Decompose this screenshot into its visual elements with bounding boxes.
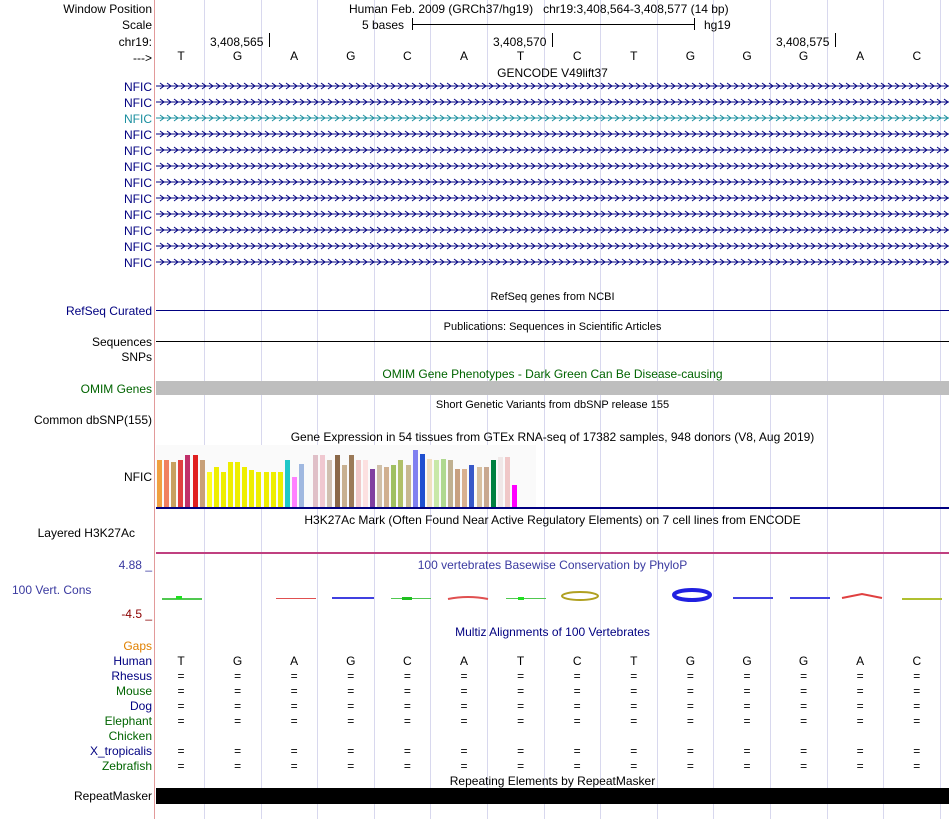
alignment-match: = [686,744,694,758]
omim-title: OMIM Gene Phenotypes - Dark Green Can Be Disease-causing [382,367,723,381]
gencode-gene-label[interactable]: NFIC [124,256,152,270]
phylop-mark [674,590,710,600]
base-letter: C [572,49,582,63]
phylop-mark [402,597,412,600]
gencode-gene-label[interactable]: NFIC [124,240,152,254]
gtex-tissue-bar[interactable] [299,464,304,507]
chr-label: chr19: [118,35,152,49]
alignment-match: = [460,744,468,758]
alignment-match: = [630,669,638,683]
phylop-mark [518,597,524,600]
repeatmasker-label[interactable]: RepeatMasker [73,789,152,803]
alignment-match: = [460,669,468,683]
alignment-match: = [913,684,921,698]
alignment-match: = [403,714,411,728]
alignment-match: = [290,684,298,698]
alignment-match: = [177,714,185,728]
position-range: chr19:3,408,564-3,408,577 (14 bp) [543,2,729,16]
repeatmasker-title: Repeating Elements by RepeatMasker [449,774,656,788]
human-base-letter: G [742,654,752,668]
gtex-tissue-bar[interactable] [327,460,332,507]
alignment-match: = [573,714,581,728]
gtex-tissue-bar[interactable] [221,472,226,507]
gtex-gene-label[interactable]: NFIC [124,470,152,484]
alignment-match: = [290,669,298,683]
gencode-title: GENCODE V49lift37 [497,66,608,80]
alignment-match: = [743,684,751,698]
gtex-tissue-bar[interactable] [157,460,162,507]
gtex-tissue-bar[interactable] [420,454,425,507]
gtex-tissue-bar[interactable] [349,455,354,507]
alignment-match: = [177,699,185,713]
gtex-tissue-bar[interactable] [491,460,496,507]
h3k27ac-title: H3K27Ac Mark (Often Found Near Active Regulatory Elements) on 7 cell lines from ENCODE [304,513,801,527]
base-letter: G [798,49,809,63]
refseq-line[interactable] [156,310,949,311]
human-base-letter: T [516,654,525,668]
alignment-match: = [290,759,298,773]
base-letter: G [685,49,696,63]
alignment-match: = [234,744,242,758]
alignment-match: = [347,684,355,698]
alignment-match: = [517,744,525,758]
species-label[interactable]: Mouse [115,684,152,698]
alignment-match: = [800,714,808,728]
gtex-tissue-bar[interactable] [313,455,318,507]
strand-arrow-label: ---> [133,51,152,65]
publications-line[interactable] [156,341,949,342]
gencode-gene-label[interactable]: NFIC [124,224,152,238]
refseq-label[interactable]: RefSeq Curated [65,304,152,318]
assembly-title [349,2,729,16]
gtex-tissue-bar[interactable] [200,460,205,507]
snps-label[interactable]: SNPs [121,350,152,364]
omim-label[interactable]: OMIM Genes [80,382,152,396]
base-letter: C [912,49,922,63]
human-base-letter: G [685,654,696,668]
human-base-letter: C [912,654,922,668]
phylop-mark [842,594,882,598]
gtex-tissue-bar[interactable] [505,457,510,507]
gencode-transcript[interactable] [156,258,949,268]
gencode-transcript[interactable] [156,178,949,188]
alignment-match: = [573,699,581,713]
gencode-transcript[interactable] [156,194,949,204]
gtex-tissue-bar[interactable] [235,462,240,507]
gtex-tissue-bar[interactable] [498,457,503,507]
phylop-ymin: -4.5 _ [121,607,152,621]
alignment-match: = [800,684,808,698]
alignment-match: = [800,699,808,713]
alignment-match: = [234,714,242,728]
species-label[interactable]: Zebrafish [101,759,152,773]
alignment-match: = [347,669,355,683]
gtex-tissue-bar[interactable] [462,469,467,507]
human-base-letter: A [459,654,468,668]
alignment-match: = [347,744,355,758]
alignment-match: = [630,699,638,713]
alignment-match: = [347,759,355,773]
alignment-match: = [234,684,242,698]
phylop-mark [276,598,316,599]
gtex-tissue-bar[interactable] [377,465,382,507]
alignment-match: = [573,744,581,758]
alignment-match: = [177,669,185,683]
alignment-match: = [234,699,242,713]
alignment-match: = [517,684,525,698]
base-letter: T [177,49,185,63]
base-letter: C [403,49,412,63]
alignment-match: = [290,744,298,758]
tick-mark [269,33,270,47]
alignment-match: = [347,699,355,713]
alignment-match: = [403,684,411,698]
alignment-match: = [403,699,411,713]
base-letter: A [856,49,865,63]
tick-label: 3,408,570 [493,35,547,49]
human-base-letter: A [290,654,299,668]
gtex-tissue-bar[interactable] [398,460,403,507]
human-base-letter: C [572,654,582,668]
alignment-match: = [856,744,864,758]
alignment-match: = [743,699,751,713]
gtex-tissue-bar[interactable] [214,467,219,507]
multiz-title: Multiz Alignments of 100 Vertebrates [455,625,650,639]
gtex-bar-chart[interactable] [156,445,536,507]
alignment-match: = [800,759,808,773]
alignment-match: = [573,759,581,773]
phylop-mark [902,598,942,600]
dbsnp-label[interactable]: Common dbSNP(155) [33,413,152,427]
gtex-tissue-bar[interactable] [406,465,411,507]
gtex-tissue-bar[interactable] [370,469,375,507]
alignment-match: = [856,759,864,773]
base-letter: A [459,49,468,63]
gtex-tissue-bar[interactable] [356,460,361,507]
alignment-match: = [403,744,411,758]
scale-text: 5 bases [362,18,405,32]
gtex-tissue-bar[interactable] [413,450,418,507]
alignment-match: = [347,714,355,728]
alignment-match: = [517,669,525,683]
gtex-tissue-bar[interactable] [171,462,176,507]
alignment-match: = [234,669,242,683]
alignment-match: = [630,759,638,773]
alignment-match: = [800,669,808,683]
gtex-tissue-bar[interactable] [228,462,233,507]
gtex-tissue-bar[interactable] [271,472,276,507]
gtex-tissue-bar[interactable] [448,460,453,507]
phylop-ymax: 4.88 _ [118,558,152,572]
alignment-match: = [686,699,694,713]
human-base-letter: C [403,654,412,668]
gencode-transcript[interactable] [156,242,949,252]
tick-label: 3,408,575 [776,35,830,49]
alignment-match: = [856,669,864,683]
human-base-letter: G [346,654,356,668]
gtex-tissue-bar[interactable] [285,460,290,507]
phylop-mark [790,597,830,599]
alignment-match: = [177,684,185,698]
species-label[interactable]: Human [113,654,152,668]
alignment-match: = [856,684,864,698]
base-letter: G [346,49,356,63]
gtex-tissue-bar[interactable] [178,460,183,507]
alignment-match: = [913,714,921,728]
gtex-tissue-bar[interactable] [256,472,261,507]
alignment-match: = [234,759,242,773]
alignment-match: = [460,759,468,773]
gtex-tissue-bar[interactable] [292,477,297,507]
base-letter: G [742,49,752,63]
alignment-match: = [573,669,581,683]
alignment-match: = [177,744,185,758]
gencode-transcript[interactable] [156,82,949,92]
gtex-baseline [156,507,949,509]
alignment-match: = [686,684,694,698]
gtex-title: Gene Expression in 54 tissues from GTEx RNA-seq of 17382 samples, 948 donors (V8, Aug 2019) [290,430,815,444]
alignment-match: = [800,744,808,758]
gencode-transcript[interactable] [156,98,949,108]
gencode-gene-label[interactable]: NFIC [124,192,152,206]
alignment-match: = [913,699,921,713]
phylop-mark [448,597,488,599]
window-position-label: Window Position [63,2,152,16]
label-divider [154,0,155,819]
gtex-tissue-bar[interactable] [441,459,446,507]
alignment-match: = [743,744,751,758]
base-letter: T [516,49,525,63]
gtex-tissue-bar[interactable] [455,469,460,507]
gtex-tissue-bar[interactable] [391,465,396,507]
publications-title: Publications: Sequences in Scientific Articles [443,321,662,333]
scale-label: Scale [121,18,152,32]
base-letter: G [232,49,243,63]
phylop-title: 100 vertebrates Basewise Conservation by PhyloP [417,558,688,572]
alignment-match: = [913,759,921,773]
phylop-mark [506,598,546,599]
human-base-letter: T [630,654,638,668]
alignment-match: = [177,759,185,773]
gencode-gene-label[interactable]: NFIC [124,96,152,110]
gencode-transcript[interactable] [156,114,949,124]
repeatmasker-bar[interactable] [156,788,949,804]
alignment-match: = [913,744,921,758]
gtex-tissue-bar[interactable] [484,467,489,507]
alignment-match: = [290,699,298,713]
alignment-match: = [517,699,525,713]
tick-label: 3,408,565 [210,35,264,49]
gencode-transcript[interactable] [156,130,949,140]
h3k27ac-label[interactable]: Layered H3K27Ac [37,526,135,540]
gtex-tissue-bar[interactable] [249,470,254,507]
tick-mark [552,33,553,47]
base-letter: A [290,49,299,63]
gaps-label[interactable]: Gaps [123,639,152,653]
phylop-label[interactable]: 100 Vert. Cons [12,583,92,597]
gtex-tissue-bar[interactable] [335,455,340,507]
base-letter: T [630,49,638,63]
gtex-tissue-bar[interactable] [193,455,198,507]
alignment-match: = [630,714,638,728]
gencode-gene-label[interactable]: NFIC [124,80,152,94]
gtex-tissue-bar[interactable] [278,472,283,507]
gencode-gene-label[interactable]: NFIC [124,144,152,158]
alignment-match: = [290,714,298,728]
alignment-match: = [743,714,751,728]
alignment-match: = [686,714,694,728]
species-label[interactable]: Chicken [108,729,152,743]
alignment-match: = [573,684,581,698]
gtex-tissue-bar[interactable] [264,472,269,507]
tick-mark [835,33,836,47]
gencode-transcript[interactable] [156,226,949,236]
phylop-mark [176,596,182,599]
alignment-match: = [403,759,411,773]
alignment-match: = [743,669,751,683]
gtex-tissue-bar[interactable] [207,472,212,507]
alignment-match: = [856,699,864,713]
species-label[interactable]: Elephant [104,714,152,728]
gtex-tissue-bar[interactable] [363,460,368,507]
gencode-gene-label[interactable]: NFIC [124,112,152,126]
phylop-logo[interactable] [156,585,949,609]
omim-bar[interactable] [156,381,949,395]
gencode-gene-label[interactable]: NFIC [124,176,152,190]
gtex-tissue-bar[interactable] [320,455,325,507]
alignment-match: = [630,684,638,698]
human-base-letter: A [856,654,865,668]
publications-label[interactable]: Sequences [91,335,152,349]
alignment-match: = [403,669,411,683]
alignment-match: = [460,714,468,728]
h3k27ac-signal-line[interactable] [156,552,949,554]
alignment-match: = [686,759,694,773]
alignment-match: = [460,684,468,698]
gencode-gene-label[interactable]: NFIC [124,208,152,222]
alignment-match: = [686,669,694,683]
species-label[interactable]: Dog [129,699,152,713]
gtex-tissue-bar[interactable] [242,467,247,507]
gtex-tissue-bar[interactable] [185,455,190,507]
gencode-transcript[interactable] [156,162,949,172]
alignment-match: = [460,699,468,713]
species-label[interactable]: X_tropicalis [89,744,152,758]
gencode-transcript[interactable] [156,146,949,156]
alignment-match: = [517,714,525,728]
human-base-letter: G [798,654,809,668]
gtex-tissue-bar[interactable] [434,460,439,507]
human-base-letter: T [177,654,185,668]
alignment-match: = [517,759,525,773]
refseq-title: RefSeq genes from NCBI [490,291,615,303]
alignment-match: = [743,759,751,773]
gencode-gene-label[interactable]: NFIC [124,160,152,174]
gtex-tissue-bar[interactable] [384,467,389,507]
gtex-tissue-bar[interactable] [427,459,432,507]
species-label[interactable]: Rhesus [111,669,152,683]
dbsnp-title: Short Genetic Variants from dbSNP release 155 [435,399,670,411]
assembly-name: Human Feb. 2009 (GRCh37/hg19) [349,2,534,16]
alignment-match: = [856,714,864,728]
phylop-mark [332,597,374,599]
scale-bar [412,18,695,32]
phylop-mark [562,592,598,600]
gtex-tissue-bar[interactable] [477,467,482,507]
human-base-letter: G [232,654,243,668]
gtex-tissue-bar[interactable] [164,460,169,507]
gtex-tissue-bar[interactable] [512,485,517,507]
gencode-transcript[interactable] [156,210,949,220]
gencode-gene-label[interactable]: NFIC [124,128,152,142]
alignment-match: = [913,669,921,683]
gtex-tissue-bar[interactable] [342,465,347,507]
phylop-mark [733,597,773,599]
gtex-tissue-bar[interactable] [469,465,474,507]
db-name: hg19 [704,18,731,32]
alignment-match: = [630,744,638,758]
